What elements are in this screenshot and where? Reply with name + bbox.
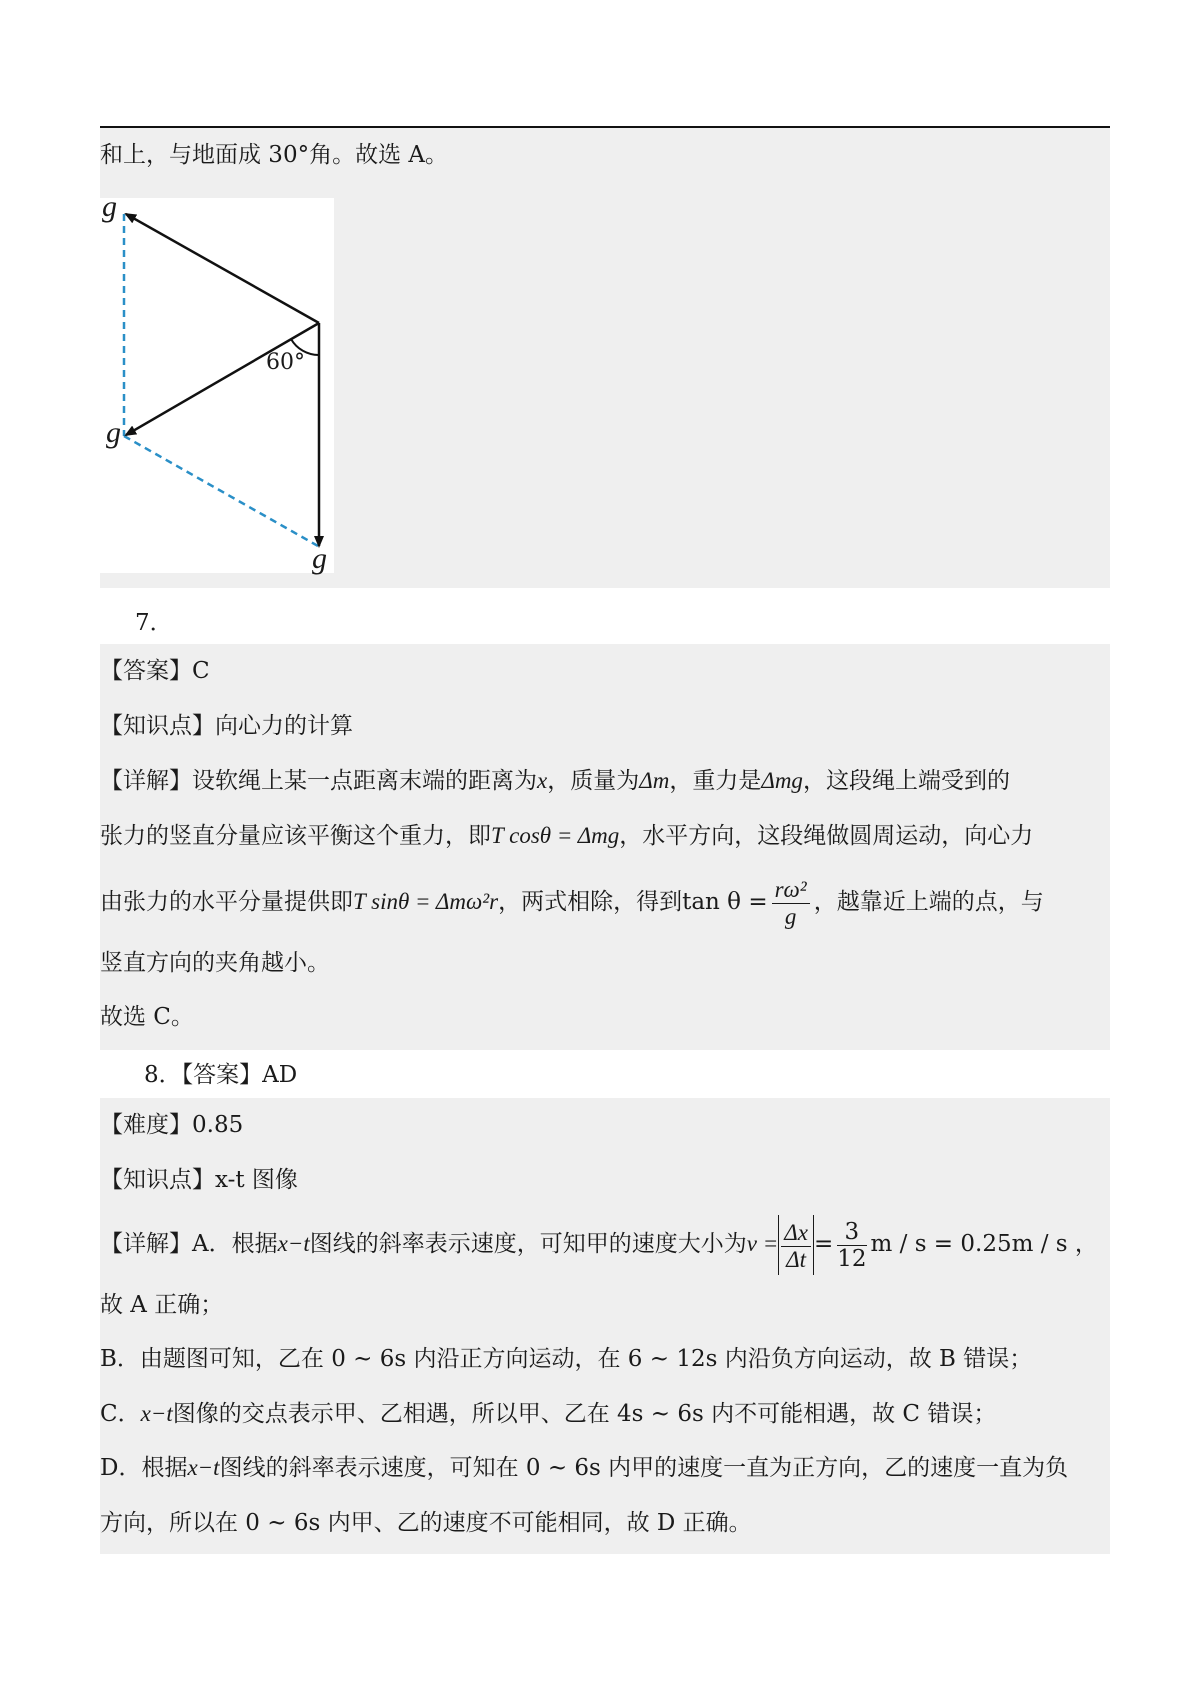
q7-answer: 【答案】C — [100, 658, 210, 684]
q7-fraction-denominator: g — [784, 903, 797, 929]
q8-difficulty: 【难度】0.85 — [100, 1112, 244, 1138]
question-8-header: 8．【答案】AD — [144, 1062, 298, 1088]
q8-detail-d-line-2: 方向，所以在 0 ~ 6s 内甲、乙的速度不可能相同，故 D 正确。 — [100, 1510, 752, 1536]
question-7-block — [100, 644, 1110, 1050]
q7-text: 张力的竖直分量应该平衡这个重力，即 — [100, 823, 491, 849]
q7-text: ，这段绳上端受到的 — [802, 768, 1010, 794]
q7-equation: T cosθ = Δmg — [491, 823, 620, 848]
label-g-top: g — [102, 190, 117, 223]
q7-detail-line-4: 竖直方向的夹角越小。 — [100, 950, 330, 976]
vector-lower-left — [126, 323, 319, 435]
vector-diagram-svg — [100, 198, 334, 573]
q7-detail-line-3 — [100, 872, 1044, 932]
q8-detail-a — [100, 1214, 1098, 1275]
label-g-middle: g — [106, 416, 121, 449]
q7-fraction-numerator: rω² — [772, 877, 810, 904]
q8-text: m / s = 0.25m / s ， — [870, 1231, 1098, 1257]
q7-text: ，两式相除，得到 — [498, 889, 683, 915]
q7-conclusion: 故选 C。 — [100, 1004, 194, 1030]
q7-math: Δmg — [761, 768, 803, 793]
q7-text: ，重力是 — [669, 768, 762, 794]
vector-diagram — [100, 190, 334, 575]
q8-value-fraction — [837, 1219, 866, 1272]
q8-text: 图像的交点表示甲、乙相遇，所以甲、乙在 4s ~ 6s 内不可能相遇，故 C 错误； — [172, 1401, 997, 1427]
q7-equation: T sinθ = Δmω²r — [353, 889, 499, 914]
q8-math: x−t — [140, 1401, 173, 1426]
q8-knowledge-point: 【知识点】x-t 图像 — [100, 1167, 298, 1193]
q7-math: x — [537, 768, 548, 793]
q7-tan-expression: tan θ = — [682, 889, 768, 915]
q8-slope-fraction — [781, 1220, 811, 1273]
q7-fraction — [772, 877, 810, 930]
question-8-block — [100, 1098, 1110, 1554]
q8-fraction-denominator: Δt — [786, 1246, 807, 1272]
q8-text: 图线的斜率表示速度，可知在 0 ~ 6s 内甲的速度一直为正方向，乙的速度一直为负 — [219, 1455, 1069, 1481]
q7-text: 【详解】设软绳上某一点距离末端的距离为 — [100, 768, 537, 794]
q8-equals: = — [813, 1231, 834, 1257]
q8-detail-a-line-2: 故 A 正确； — [100, 1292, 224, 1318]
q8-detail-b: B．由题图可知，乙在 0 ~ 6s 内沿正方向运动，在 6 ~ 12s 内沿负方向运动，故 B 错误； — [100, 1346, 1033, 1372]
q8-text: 图线的斜率表示速度，可知甲的速度大小为 — [309, 1231, 747, 1257]
q7-text: ，越靠近上端的点，与 — [813, 889, 1044, 915]
q7-knowledge-point: 【知识点】向心力的计算 — [100, 713, 353, 739]
q8-math: x−t — [277, 1231, 310, 1256]
question-7-number: 7． — [135, 610, 173, 636]
q7-text: ，水平方向，这段绳做圆周运动，向心力 — [619, 823, 1034, 849]
q7-text: 由张力的水平分量提供即 — [100, 889, 353, 915]
q8-text: D．根据 — [100, 1455, 188, 1481]
q8-fraction-denominator: 12 — [837, 1245, 867, 1272]
q8-velocity-symbol: v = — [746, 1231, 779, 1256]
angle-label: 60° — [266, 350, 305, 375]
q8-math: x−t — [187, 1455, 220, 1480]
vector-upper-left — [126, 214, 319, 323]
q7-detail-line-1 — [100, 766, 1010, 796]
q8-detail-c — [100, 1399, 996, 1429]
q7-math: Δm — [639, 768, 670, 793]
q8-fraction-numerator: 3 — [837, 1219, 866, 1246]
q8-absolute-value — [778, 1215, 814, 1275]
dashed-diagonal-line — [124, 436, 318, 546]
label-g-bottom: g — [312, 542, 327, 575]
q7-text: ，质量为 — [547, 768, 640, 794]
q7-detail-line-2 — [100, 821, 1033, 851]
q8-fraction-numerator: Δx — [781, 1220, 811, 1247]
previous-answer-block — [100, 128, 1110, 588]
q8-detail-d — [100, 1453, 1068, 1483]
previous-answer-conclusion: 和上，与地面成 30°角。故选 A。 — [100, 142, 448, 168]
q8-text: C． — [100, 1401, 141, 1427]
q8-text: 【详解】A．根据 — [100, 1231, 278, 1257]
